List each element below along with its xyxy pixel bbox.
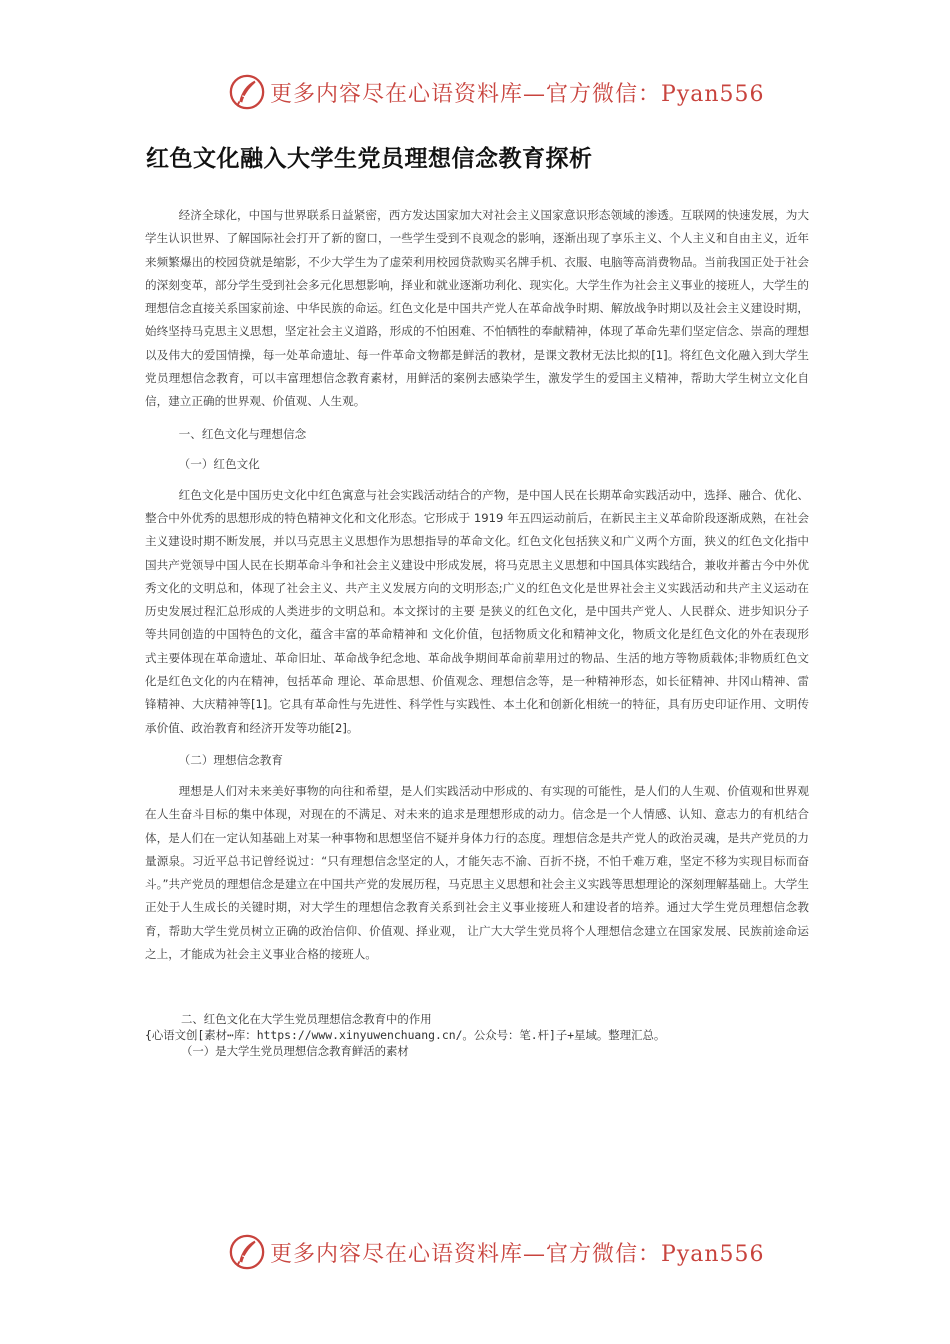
- banner-main: 更多内容尽在心语资料库: [270, 81, 524, 107]
- quill-logo-icon: [228, 73, 266, 111]
- red-culture-paragraph: 红色文化是中国历史文化中红色寓意与社会实践活动结合的产物，是中国人民在长期革命实践活动中，选择、融合、优化、整合中外优秀的思想形成的特色精神文化和文化形态。它形成于 1919 年五四运动前后，在新民主主义革命阶段逐渐成熟，在社会主义建设时期不断发展，并以马克思主义思想作为思想指导的革命文化。红色文化包括狭义和广义两个方面，狭义的红色文化指中国共产党领导中国人民在长期革命斗争和社会主义建设中形成发展，将马克思主义思想和中国具体实践结合，兼收并蓄古今中外优秀文化的文明总和，体现了社会主义、共产主义发展方向的文明形态;广义的红色文化是世界社会主义实践活动和共产主义运动在历史发展过程汇总形成的人类进步的文明总和。本文探讨的主要 是狭义的红色文化，是中国共产党人、人民群众、进步知识分子等共同创造的中国特色的文化，蕴含丰富的革命精神和 文化价值，包括物质文化和精神文化，物质文化是红色文化的外在表现形式主要体现在革命遗址、革命旧址、革命战争纪念地、革命战争期间革命前辈用过的物品、生活的地方等物质载体;非物质红色文化是红色文化的内在精神，包括革命 理论、革命思想、价值观念、理想信念等，是一种精神形态，如长征精神、井冈山精神、雷锋精神、大庆精神等[1]。它具有革命性与先进性、科学性与实践性、本土化和创新化相统一的特征，具有历史印证作用、文明传承价值、政治教育和经济开发等功能[2]。: [145, 487, 809, 735]
- banner-dash: —: [523, 81, 547, 107]
- banner-wechat: 官方微信：Pyan556: [546, 81, 765, 107]
- subsection-heading-1: （一）红色文化: [178, 456, 260, 471]
- source-note: {心语文创[素材⋯库：https://www.xinyuwenchuang.cn/。公众号：笔.杆]子+星域。整理汇总。: [145, 1028, 666, 1042]
- quill-logo-icon: [228, 1233, 266, 1271]
- banner-dash: —: [523, 1241, 547, 1267]
- document-title: 红色文化融入大学生党员理想信念教育探析: [146, 146, 593, 172]
- subsection-heading-3: （一）是大学生党员理想信念教育鲜活的素材: [181, 1044, 409, 1058]
- banner-text: [270, 77, 765, 108]
- intro-paragraph: 经济全球化，中国与世界联系日益紧密，西方发达国家加大对社会主义国家意识形态领域的渗透。互联网的快速发展，为大学生认识世界、了解国际社会打开了新的窗口，一些学生受到不良观念的影响，逐渐出现了享乐主义、个人主义和自由主义，近年来频繁爆出的校园贷就是缩影，不少大学生为了虚荣利用校园贷款购买名牌手机、衣服、电脑等高消费物品。当前我国正处于社会的深刻变革，部分学生受到社会多元化思想影响，择业和就业逐渐功利化、现实化。大学生作为社会主义事业的接班人，大学生的理想信念直接关系国家前途、中华民族的命运。红色文化是中国共产党人在革命战争时期、解放战争时期以及社会主义建设时期，始终坚持马克思主义思想，坚定社会主义道路，形成的不怕困难、不怕牺牲的奉献精神，体现了革命先辈们坚定信念、崇高的理想以及伟大的爱国情操，每一处革命遗址、每一件革命文物都是鲜活的教材，是课文教材无法比拟的[1]。将红色文化融入到大学生党员理想信念教育，可以丰富理想信念教育素材，用鲜活的案例去感染学生，激发学生的爱国主义精神，帮助大学生树立文化自信，建立正确的世界观、价值观、人生观。: [145, 208, 809, 409]
- banner-text: [270, 1237, 765, 1268]
- banner-main: 更多内容尽在心语资料库: [270, 1241, 524, 1267]
- subsection-heading-2: （二）理想信念教育: [178, 752, 283, 767]
- section-heading-2: 二、红色文化在大学生党员理想信念教育中的作用: [181, 1012, 432, 1026]
- header-banner[interactable]: [228, 72, 765, 112]
- banner-wechat: 官方微信：Pyan556: [546, 1241, 765, 1267]
- footer-banner[interactable]: [228, 1232, 765, 1272]
- section-heading-1: 一、红色文化与理想信念: [178, 426, 307, 441]
- ideal-belief-paragraph: 理想是人们对未来美好事物的向往和希望，是人们实践活动中形成的、有实现的可能性，是人们的人生观、价值观和世界观在人生奋斗目标的集中体现，对现在的不满足、对未来的追求是理想形成的动力。信念是一个人情感、认知、意志力的有机结合体，是人们在一定认知基础上对某一种事物和思想坚信不疑并身体力行的态度。理想信念是共产党人的政治灵魂，是共产党员的力量源泉。习近平总书记曾经说过：“只有理想信念坚定的人，才能矢志不渝、百折不挠，不怕千难万难，坚定不移为实现目标而奋斗。”共产党员的理想信念是建立在中国共产党的发展历程，马克思主义思想和社会主义实践等思想理论的深刻理解基础上。大学生正处于人生成长的关键时期，对大学生的理想信念教育关系到社会主义事业接班人和建设者的培养。通过大学生党员理想信念教育，帮助大学生党员树立正确的政治信仰、价值观、择业观， 让广大大学生党员将个人理想信念建立在国家发展、民族前途命运之上，才能成为社会主义事业合格的接班人。: [145, 783, 809, 962]
- footer-note: [145, 1011, 825, 1059]
- document-body: [145, 204, 809, 966]
